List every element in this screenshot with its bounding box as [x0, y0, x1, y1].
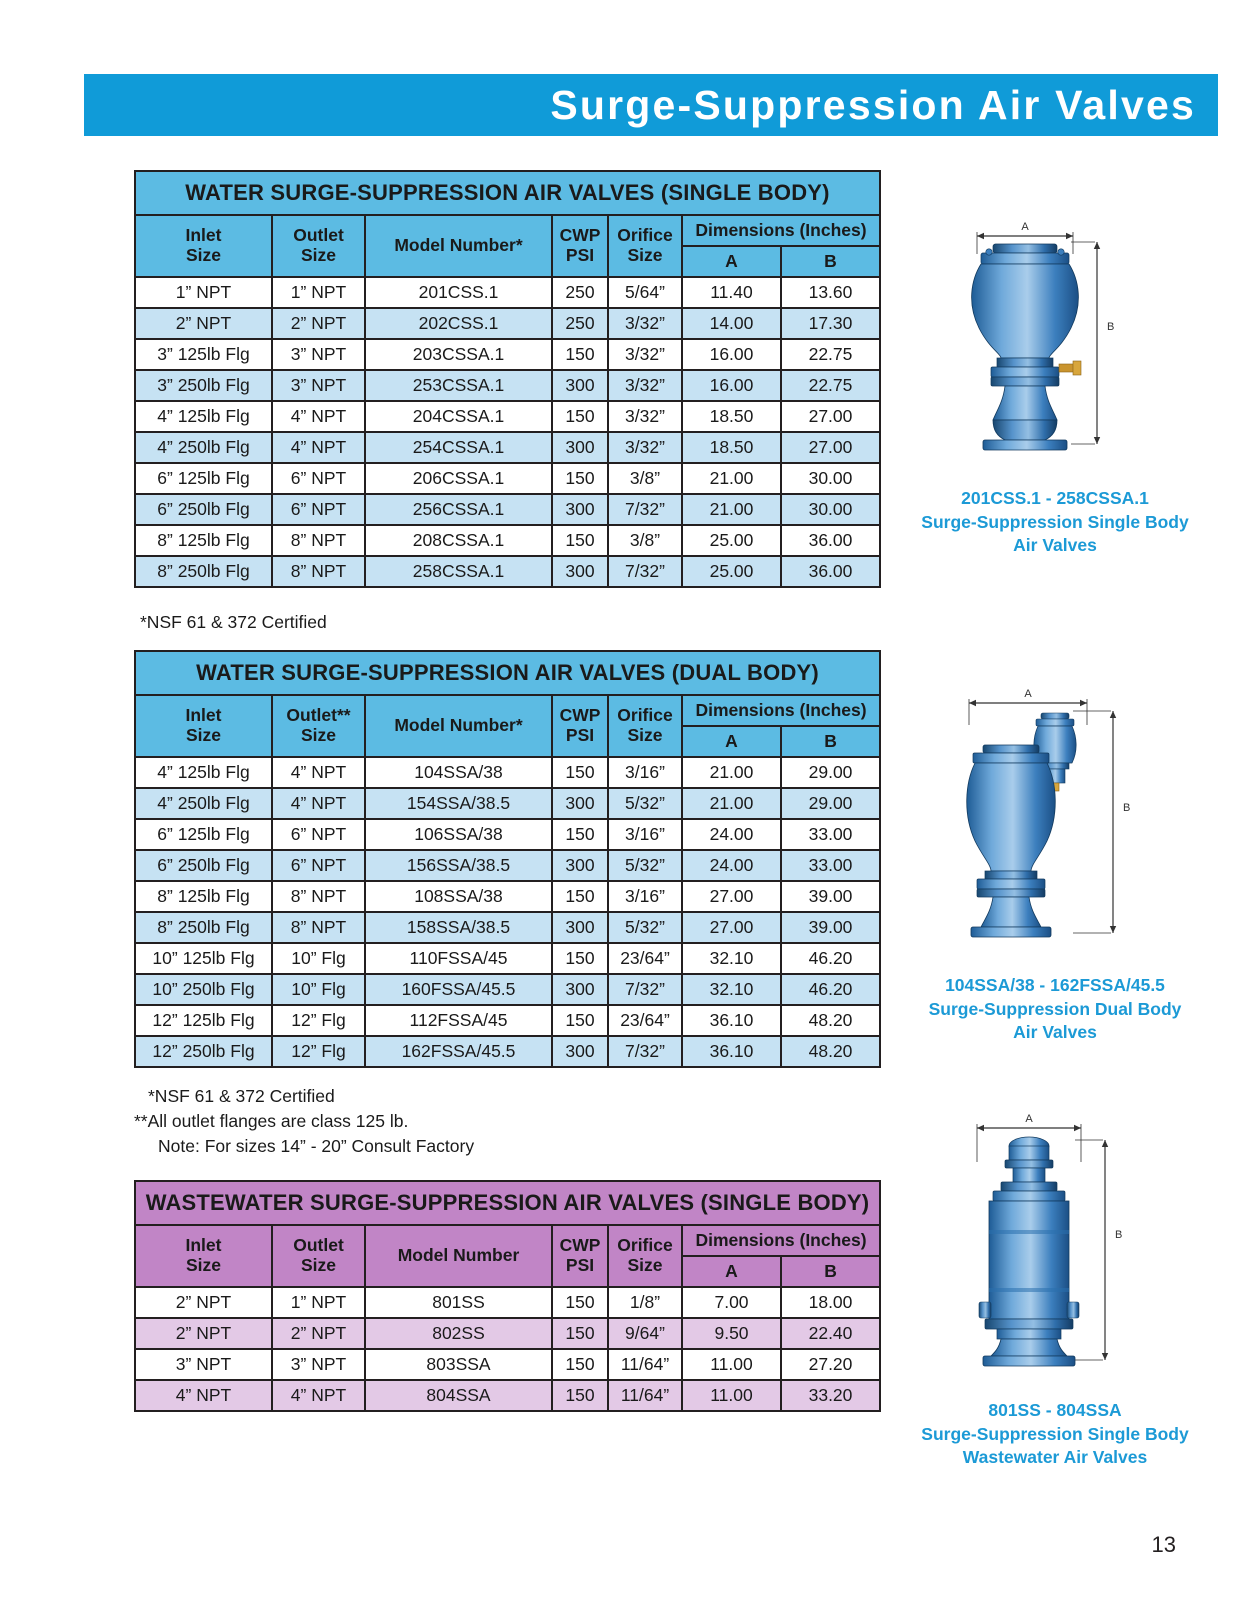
caption-description-1: Surge-Suppression Single Body	[921, 1423, 1189, 1444]
cell-model-number: 106SSA/38	[365, 819, 552, 850]
cell-outlet-size: 4” NPT	[272, 432, 365, 463]
col-header-dim-a: A	[682, 246, 781, 277]
cell-model-number: 162FSSA/45.5	[365, 1036, 552, 1067]
cell-dim-b: 33.00	[781, 850, 880, 881]
cell-cwp-psi: 150	[552, 1318, 608, 1349]
cell-inlet-size: 4” 250lb Flg	[135, 788, 272, 819]
header-line-1: CWP	[559, 705, 601, 726]
cell-dim-a: 27.00	[682, 912, 781, 943]
header-line-2: Size	[627, 1255, 663, 1275]
cell-model-number: 160FSSA/45.5	[365, 974, 552, 1005]
cell-cwp-psi: 300	[552, 788, 608, 819]
cell-dim-b: 33.20	[781, 1380, 880, 1411]
cell-orifice-size: 1/8”	[608, 1287, 682, 1318]
cell-dim-b: 36.00	[781, 525, 880, 556]
page-title: Surge-Suppression Air Valves	[550, 81, 1196, 128]
table-row	[135, 370, 880, 401]
col-header-dimensions: Dimensions (Inches)	[682, 215, 880, 246]
cell-dim-b: 48.20	[781, 1036, 880, 1067]
cell-model-number: 803SSA	[365, 1349, 552, 1380]
header-line-2: Size	[185, 725, 222, 745]
cell-inlet-size: 4” NPT	[135, 1380, 272, 1411]
header-line-1: Outlet	[293, 1235, 344, 1256]
cell-dim-a: 24.00	[682, 819, 781, 850]
dim-label-a: A	[1021, 221, 1029, 233]
cell-outlet-size: 12” Flg	[272, 1005, 365, 1036]
table-row	[135, 1287, 880, 1318]
caption-model-range: 201CSS.1 - 258CSSA.1	[961, 488, 1149, 508]
cell-cwp-psi: 300	[552, 850, 608, 881]
figure-wastewater	[890, 1110, 1220, 1470]
table-row	[135, 463, 880, 494]
cell-model-number: 801SS	[365, 1287, 552, 1318]
cell-outlet-size: 1” NPT	[272, 277, 365, 308]
cell-orifice-size: 23/64”	[608, 943, 682, 974]
cell-cwp-psi: 300	[552, 1036, 608, 1067]
col-header-outlet-size	[272, 1225, 365, 1287]
header-line-2: Size	[300, 245, 337, 265]
table-row	[135, 850, 880, 881]
cell-model-number: 204CSSA.1	[365, 401, 552, 432]
cell-dim-b: 46.20	[781, 943, 880, 974]
cell-cwp-psi: 150	[552, 819, 608, 850]
cell-dim-b: 46.20	[781, 974, 880, 1005]
cell-dim-a: 36.10	[682, 1005, 781, 1036]
table-header-row	[135, 1225, 880, 1256]
cell-cwp-psi: 300	[552, 974, 608, 1005]
cell-orifice-size: 5/32”	[608, 912, 682, 943]
cell-outlet-size: 6” NPT	[272, 850, 365, 881]
table-row	[135, 1005, 880, 1036]
dim-label-a: A	[1025, 1113, 1033, 1125]
cell-cwp-psi: 300	[552, 370, 608, 401]
cell-dim-b: 22.75	[781, 370, 880, 401]
cell-orifice-size: 3/32”	[608, 370, 682, 401]
cell-outlet-size: 12” Flg	[272, 1036, 365, 1067]
cell-outlet-size: 6” NPT	[272, 494, 365, 525]
figure-dual-body	[890, 685, 1220, 1045]
cell-outlet-size: 10” Flg	[272, 974, 365, 1005]
cell-outlet-size: 1” NPT	[272, 1287, 365, 1318]
cell-inlet-size: 12” 125lb Flg	[135, 1005, 272, 1036]
cell-model-number: 804SSA	[365, 1380, 552, 1411]
col-header-model-number: Model Number	[365, 1225, 552, 1287]
table-row	[135, 974, 880, 1005]
caption-description-2: Wastewater Air Valves	[962, 1447, 1148, 1468]
col-header-dim-a: A	[682, 726, 781, 757]
col-header-orifice-size	[608, 1225, 682, 1287]
cell-inlet-size: 6” 125lb Flg	[135, 463, 272, 494]
cell-inlet-size: 4” 250lb Flg	[135, 432, 272, 463]
cell-orifice-size: 7/32”	[608, 974, 682, 1005]
col-header-cwp-psi	[552, 215, 608, 277]
header-line-1: Outlet**	[286, 705, 351, 726]
table-row	[135, 339, 880, 370]
col-header-dim-a: A	[682, 1256, 781, 1287]
footnote-nsf-table2: *NSF 61 & 372 Certified	[148, 1086, 335, 1106]
cell-cwp-psi: 150	[552, 463, 608, 494]
header-line-1: Inlet	[185, 225, 222, 246]
col-header-outlet-size	[272, 695, 365, 757]
cell-orifice-size: 3/32”	[608, 432, 682, 463]
cell-dim-b: 29.00	[781, 788, 880, 819]
col-header-orifice-size	[608, 215, 682, 277]
cell-inlet-size: 8” 125lb Flg	[135, 881, 272, 912]
cell-cwp-psi: 150	[552, 339, 608, 370]
table-title-row	[135, 1181, 880, 1225]
cell-dim-b: 17.30	[781, 308, 880, 339]
cell-model-number: 208CSSA.1	[365, 525, 552, 556]
table-row	[135, 1349, 880, 1380]
table-row	[135, 277, 880, 308]
cell-dim-a: 16.00	[682, 370, 781, 401]
cell-dim-a: 21.00	[682, 788, 781, 819]
cell-orifice-size: 7/32”	[608, 1036, 682, 1067]
col-header-inlet-size	[135, 215, 272, 277]
caption-description-2: Air Valves	[1013, 535, 1097, 556]
cell-outlet-size: 8” NPT	[272, 881, 365, 912]
cell-model-number: 154SSA/38.5	[365, 788, 552, 819]
cell-orifice-size: 3/32”	[608, 401, 682, 432]
cell-orifice-size: 3/16”	[608, 819, 682, 850]
table-title: WASTEWATER SURGE-SUPPRESSION AIR VALVES (SINGLE BODY)	[135, 1181, 880, 1225]
cell-inlet-size: 6” 250lb Flg	[135, 850, 272, 881]
table-row	[135, 912, 880, 943]
header-line-2: Size	[627, 245, 663, 265]
table-row	[135, 401, 880, 432]
table-row	[135, 432, 880, 463]
cell-cwp-psi: 300	[552, 556, 608, 587]
dim-label-b: B	[1107, 321, 1115, 333]
cell-dim-a: 11.00	[682, 1349, 781, 1380]
header-line-2: PSI	[565, 245, 595, 265]
cell-orifice-size: 3/16”	[608, 757, 682, 788]
table-title: WATER SURGE-SUPPRESSION AIR VALVES (SINGLE BODY)	[135, 171, 880, 215]
cell-orifice-size: 11/64”	[608, 1349, 682, 1380]
cell-dim-a: 21.00	[682, 757, 781, 788]
cell-dim-b: 36.00	[781, 556, 880, 587]
col-header-model-number: Model Number*	[365, 695, 552, 757]
table-title-row	[135, 651, 880, 695]
cell-dim-b: 39.00	[781, 912, 880, 943]
header-line-2: Size	[185, 245, 222, 265]
cell-dim-b: 39.00	[781, 881, 880, 912]
figure-caption	[890, 1399, 1220, 1470]
cell-dim-a: 25.00	[682, 525, 781, 556]
cell-orifice-size: 5/64”	[608, 277, 682, 308]
table-water-single-body-wrap	[134, 170, 881, 588]
col-header-model-number: Model Number*	[365, 215, 552, 277]
header-line-2: PSI	[565, 1255, 595, 1275]
col-header-cwp-psi	[552, 1225, 608, 1287]
cell-inlet-size: 6” 250lb Flg	[135, 494, 272, 525]
col-header-dimensions: Dimensions (Inches)	[682, 695, 880, 726]
footnote-consult-factory: Note: For sizes 14” - 20” Consult Factory	[158, 1136, 475, 1156]
cell-model-number: 104SSA/38	[365, 757, 552, 788]
header-line-1: Inlet	[185, 1235, 222, 1256]
cell-model-number: 158SSA/38.5	[365, 912, 552, 943]
cell-outlet-size: 3” NPT	[272, 370, 365, 401]
table-row	[135, 788, 880, 819]
cell-outlet-size: 6” NPT	[272, 463, 365, 494]
cell-inlet-size: 2” NPT	[135, 1287, 272, 1318]
cell-inlet-size: 10” 250lb Flg	[135, 974, 272, 1005]
cell-cwp-psi: 150	[552, 1380, 608, 1411]
cell-model-number: 112FSSA/45	[365, 1005, 552, 1036]
table-title: WATER SURGE-SUPPRESSION AIR VALVES (DUAL BODY)	[135, 651, 880, 695]
table-wastewater-single-body-wrap	[134, 1180, 881, 1412]
cell-model-number: 206CSSA.1	[365, 463, 552, 494]
cell-model-number: 110FSSA/45	[365, 943, 552, 974]
caption-description-1: Surge-Suppression Single Body	[921, 511, 1189, 532]
cell-dim-b: 27.00	[781, 401, 880, 432]
table-row	[135, 1036, 880, 1067]
cell-inlet-size: 3” 125lb Flg	[135, 339, 272, 370]
cell-model-number: 201CSS.1	[365, 277, 552, 308]
cell-inlet-size: 2” NPT	[135, 1318, 272, 1349]
cell-model-number: 202CSS.1	[365, 308, 552, 339]
cell-dim-b: 30.00	[781, 494, 880, 525]
caption-model-range: 104SSA/38 - 162FSSA/45.5	[945, 975, 1165, 995]
cell-outlet-size: 2” NPT	[272, 1318, 365, 1349]
cell-orifice-size: 3/32”	[608, 339, 682, 370]
cell-cwp-psi: 300	[552, 494, 608, 525]
header-line-1: Orifice	[617, 705, 673, 726]
table-row	[135, 1380, 880, 1411]
col-header-dimensions: Dimensions (Inches)	[682, 1225, 880, 1256]
header-line-1: Orifice	[617, 1235, 673, 1256]
caption-description-2: Air Valves	[1013, 1022, 1097, 1043]
cell-dim-a: 36.10	[682, 1036, 781, 1067]
figure-caption	[890, 974, 1220, 1045]
col-header-orifice-size	[608, 695, 682, 757]
cell-dim-b: 13.60	[781, 277, 880, 308]
col-header-dim-b: B	[781, 246, 880, 277]
cell-outlet-size: 3” NPT	[272, 1349, 365, 1380]
cell-orifice-size: 7/32”	[608, 556, 682, 587]
table-row	[135, 819, 880, 850]
cell-orifice-size: 5/32”	[608, 788, 682, 819]
cell-orifice-size: 23/64”	[608, 1005, 682, 1036]
table-wastewater-single-body	[134, 1180, 881, 1412]
cell-cwp-psi: 300	[552, 432, 608, 463]
cell-dim-a: 32.10	[682, 974, 781, 1005]
cell-dim-b: 33.00	[781, 819, 880, 850]
figure-single-body	[890, 218, 1220, 558]
col-header-inlet-size	[135, 1225, 272, 1287]
cell-cwp-psi: 150	[552, 1005, 608, 1036]
cell-dim-b: 29.00	[781, 757, 880, 788]
cell-model-number: 156SSA/38.5	[365, 850, 552, 881]
cell-outlet-size: 4” NPT	[272, 1380, 365, 1411]
cell-cwp-psi: 250	[552, 277, 608, 308]
caption-model-range: 801SS - 804SSA	[988, 1400, 1122, 1420]
cell-orifice-size: 11/64”	[608, 1380, 682, 1411]
cell-cwp-psi: 150	[552, 881, 608, 912]
cell-dim-b: 22.40	[781, 1318, 880, 1349]
page-number: 13	[1151, 1532, 1176, 1557]
table-row	[135, 525, 880, 556]
cell-outlet-size: 4” NPT	[272, 757, 365, 788]
cell-model-number: 203CSSA.1	[365, 339, 552, 370]
cell-model-number: 256CSSA.1	[365, 494, 552, 525]
cell-model-number: 253CSSA.1	[365, 370, 552, 401]
cell-orifice-size: 7/32”	[608, 494, 682, 525]
page-banner	[84, 74, 1218, 136]
header-line-2: Size	[627, 725, 663, 745]
cell-model-number: 802SS	[365, 1318, 552, 1349]
table-header-row	[135, 695, 880, 726]
table-row	[135, 308, 880, 339]
cell-cwp-psi: 300	[552, 912, 608, 943]
header-line-2: Size	[300, 1255, 337, 1275]
figure-caption	[890, 487, 1220, 558]
cell-dim-a: 27.00	[682, 881, 781, 912]
table-water-dual-body-wrap	[134, 650, 881, 1068]
footnote-nsf-table1: *NSF 61 & 372 Certified	[140, 612, 327, 632]
cell-dim-a: 11.40	[682, 277, 781, 308]
header-line-2: PSI	[565, 725, 595, 745]
cell-inlet-size: 3” NPT	[135, 1349, 272, 1380]
cell-orifice-size: 9/64”	[608, 1318, 682, 1349]
cell-dim-b: 22.75	[781, 339, 880, 370]
cell-model-number: 258CSSA.1	[365, 556, 552, 587]
cell-dim-a: 32.10	[682, 943, 781, 974]
table-water-single-body	[134, 170, 881, 588]
cell-inlet-size: 1” NPT	[135, 277, 272, 308]
col-header-dim-b: B	[781, 1256, 880, 1287]
cell-dim-a: 11.00	[682, 1380, 781, 1411]
cell-dim-b: 30.00	[781, 463, 880, 494]
cell-cwp-psi: 150	[552, 1349, 608, 1380]
cell-orifice-size: 3/8”	[608, 525, 682, 556]
cell-dim-a: 14.00	[682, 308, 781, 339]
dim-label-b: B	[1115, 1229, 1123, 1241]
cell-orifice-size: 3/16”	[608, 881, 682, 912]
cell-inlet-size: 4” 125lb Flg	[135, 401, 272, 432]
cell-inlet-size: 8” 125lb Flg	[135, 525, 272, 556]
header-line-2: Size	[300, 725, 337, 745]
cell-dim-a: 18.50	[682, 401, 781, 432]
header-line-1: Outlet	[293, 225, 344, 246]
col-header-dim-b: B	[781, 726, 880, 757]
cell-dim-a: 7.00	[682, 1287, 781, 1318]
cell-outlet-size: 8” NPT	[272, 912, 365, 943]
table-row	[135, 1318, 880, 1349]
cell-outlet-size: 4” NPT	[272, 401, 365, 432]
cell-dim-b: 18.00	[781, 1287, 880, 1318]
table-title-row	[135, 171, 880, 215]
cell-inlet-size: 10” 125lb Flg	[135, 943, 272, 974]
cell-inlet-size: 6” 125lb Flg	[135, 819, 272, 850]
cell-dim-a: 25.00	[682, 556, 781, 587]
cell-outlet-size: 8” NPT	[272, 525, 365, 556]
cell-inlet-size: 2” NPT	[135, 308, 272, 339]
cell-cwp-psi: 150	[552, 757, 608, 788]
single-body-valve-drawing	[905, 218, 1205, 483]
header-line-2: Size	[185, 1255, 222, 1275]
dual-body-valve-drawing	[905, 685, 1205, 970]
dim-label-b: B	[1123, 802, 1131, 814]
cell-inlet-size: 4” 125lb Flg	[135, 757, 272, 788]
cell-dim-a: 21.00	[682, 494, 781, 525]
cell-model-number: 254CSSA.1	[365, 432, 552, 463]
cell-orifice-size: 5/32”	[608, 850, 682, 881]
caption-description-1: Surge-Suppression Dual Body	[928, 998, 1182, 1019]
cell-dim-b: 27.20	[781, 1349, 880, 1380]
cell-outlet-size: 10” Flg	[272, 943, 365, 974]
cell-inlet-size: 8” 250lb Flg	[135, 556, 272, 587]
table-row	[135, 556, 880, 587]
cell-cwp-psi: 150	[552, 401, 608, 432]
cell-inlet-size: 8” 250lb Flg	[135, 912, 272, 943]
cell-cwp-psi: 150	[552, 943, 608, 974]
table-row	[135, 881, 880, 912]
footnote-outlet-flanges: **All outlet flanges are class 125 lb.	[134, 1111, 409, 1131]
cell-dim-a: 24.00	[682, 850, 781, 881]
cell-orifice-size: 3/8”	[608, 463, 682, 494]
table-row	[135, 943, 880, 974]
header-line-1: CWP	[559, 1235, 601, 1256]
dim-label-a: A	[1024, 688, 1032, 700]
cell-orifice-size: 3/32”	[608, 308, 682, 339]
cell-inlet-size: 3” 250lb Flg	[135, 370, 272, 401]
wastewater-valve-drawing	[905, 1110, 1205, 1395]
cell-outlet-size: 8” NPT	[272, 556, 365, 587]
cell-dim-b: 27.00	[781, 432, 880, 463]
header-line-1: Orifice	[617, 225, 673, 246]
cell-dim-a: 18.50	[682, 432, 781, 463]
table-water-dual-body	[134, 650, 881, 1068]
table-row	[135, 494, 880, 525]
table-header-row	[135, 215, 880, 246]
cell-cwp-psi: 250	[552, 308, 608, 339]
col-header-cwp-psi	[552, 695, 608, 757]
cell-inlet-size: 12” 250lb Flg	[135, 1036, 272, 1067]
cell-outlet-size: 2” NPT	[272, 308, 365, 339]
cell-cwp-psi: 150	[552, 1287, 608, 1318]
cell-outlet-size: 4” NPT	[272, 788, 365, 819]
table-row	[135, 757, 880, 788]
cell-outlet-size: 6” NPT	[272, 819, 365, 850]
cell-outlet-size: 3” NPT	[272, 339, 365, 370]
cell-dim-b: 48.20	[781, 1005, 880, 1036]
header-line-1: CWP	[559, 225, 601, 246]
col-header-outlet-size	[272, 215, 365, 277]
cell-model-number: 108SSA/38	[365, 881, 552, 912]
cell-dim-a: 16.00	[682, 339, 781, 370]
col-header-inlet-size	[135, 695, 272, 757]
header-line-1: Inlet	[185, 705, 222, 726]
cell-cwp-psi: 150	[552, 525, 608, 556]
cell-dim-a: 9.50	[682, 1318, 781, 1349]
cell-dim-a: 21.00	[682, 463, 781, 494]
